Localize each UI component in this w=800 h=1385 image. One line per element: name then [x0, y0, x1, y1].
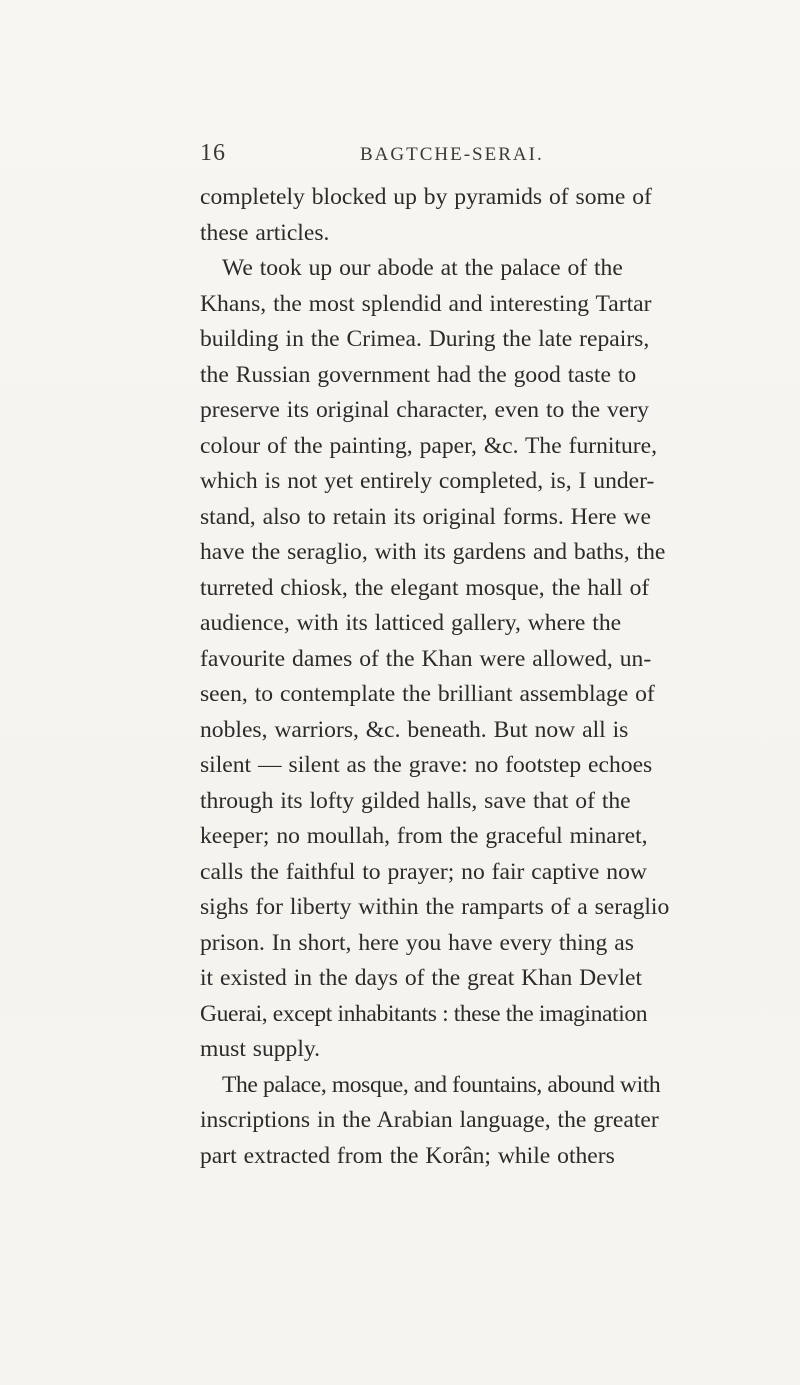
- page-header: [0, 140, 800, 170]
- text-line: completely blocked up by pyramids of some of: [200, 184, 652, 210]
- text-line: sighs for liberty within the ramparts of a seraglio: [200, 894, 670, 920]
- text-line: colour of the painting, paper, &c. The furniture,: [200, 432, 658, 459]
- text-line: nobles, warriors, &c. beneath. But now all is: [200, 716, 629, 743]
- text-line: calls the faithful to prayer; no fair captive now: [200, 858, 647, 885]
- text-line: turreted chiosk, the elegant mosque, the hall of: [200, 574, 650, 601]
- text-line: audience, with its latticed gallery, where the: [200, 610, 622, 636]
- text-line: these articles.: [200, 219, 330, 246]
- text-line: Guerai, except inhabitants : these the imagination: [200, 1000, 648, 1027]
- text-line: keeper; no moullah, from the graceful minaret,: [200, 823, 648, 849]
- text-line: stand, also to retain its original forms. Here we: [200, 503, 651, 530]
- text-line: the Russian government had the good taste to: [200, 361, 637, 388]
- running-title: BAGTCHE-SERAI.: [360, 144, 544, 165]
- text-line: preserve its original character, even to the very: [200, 397, 649, 423]
- paragraph-start-line: The palace, mosque, and fountains, abound with: [222, 1071, 661, 1098]
- text-line: have the seraglio, with its gardens and baths, the: [200, 539, 666, 565]
- text-line: building in the Crimea. During the late repairs,: [200, 326, 650, 352]
- text-line: it existed in the days of the great Khan Devlet: [200, 965, 643, 991]
- text-line: favourite dames of the Khan were allowed, un-: [200, 645, 652, 672]
- text-line: seen, to contemplate the brilliant assemblage of: [200, 681, 655, 707]
- text-line: inscriptions in the Arabian language, the greater: [200, 1107, 659, 1133]
- paragraph-start-line: We took up our abode at the palace of the: [222, 255, 623, 281]
- text-line: prison. In short, here you have every thing as: [200, 929, 634, 956]
- text-line: silent — silent as the grave: no footstep echoes: [200, 752, 653, 778]
- text-line: which is not yet entirely completed, is, I under-: [200, 468, 655, 494]
- page-number: 16: [200, 140, 226, 166]
- text-line: must supply.: [200, 1036, 321, 1062]
- text-line: through its lofty gilded halls, save that of the: [200, 787, 631, 814]
- text-line: part extracted from the Korân; while others: [200, 1142, 615, 1169]
- text-line: Khans, the most splendid and interesting Tartar: [200, 290, 652, 317]
- body-text: [200, 180, 790, 1174]
